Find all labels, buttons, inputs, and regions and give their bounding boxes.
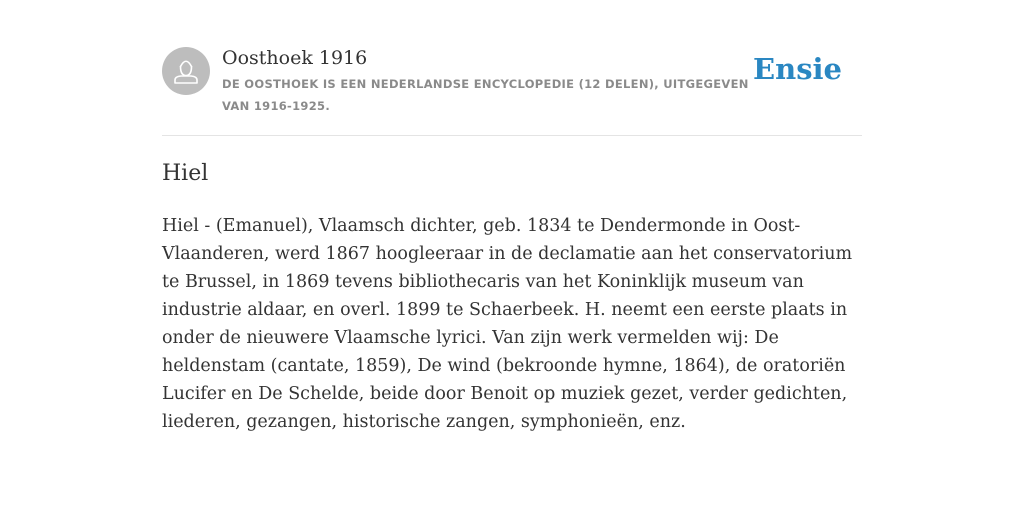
entry-card [162,0,862,512]
ensie-logo[interactable]: Ensie [753,52,842,86]
entry-body: Hiel - (Emanuel), Vlaamsch dichter, geb. 1834 te Dendermonde in Oost-Vlaanderen, werd 1867 hoogleeraar in de declamatie aan het conservatorium te Brussel, in 1869 tevens bibliothecaris van het Koninklijk museum van industrie aldaar, en overl. 1899 te Schaerbeek. H. neemt een eerste plaats in onder de nieuwere Vlaamsche lyrici. Van zijn werk vermelden wij: De heldenstam (cantate, 1859), De wind (bekroonde hymne, 1864), de oratoriën Lucifer en De Schelde, beide door Benoit op muziek gezet, verder gedichten, liederen, gezangen, historische zangen, symphonieën, enz. [162,216,853,432]
source-title[interactable]: Oosthoek 1916 [222,47,368,69]
source-info [222,46,757,117]
source-description: DE OOSTHOEK IS EEN NEDERLANDSE ENCYCLOPEDIE (12 DELEN), UITGEGEVEN VAN 1916-1925. [222,77,749,113]
user-icon [162,47,210,95]
entry-title: Hiel [162,161,209,186]
source-avatar[interactable] [162,47,210,95]
source-header [162,46,862,122]
divider [162,135,862,136]
